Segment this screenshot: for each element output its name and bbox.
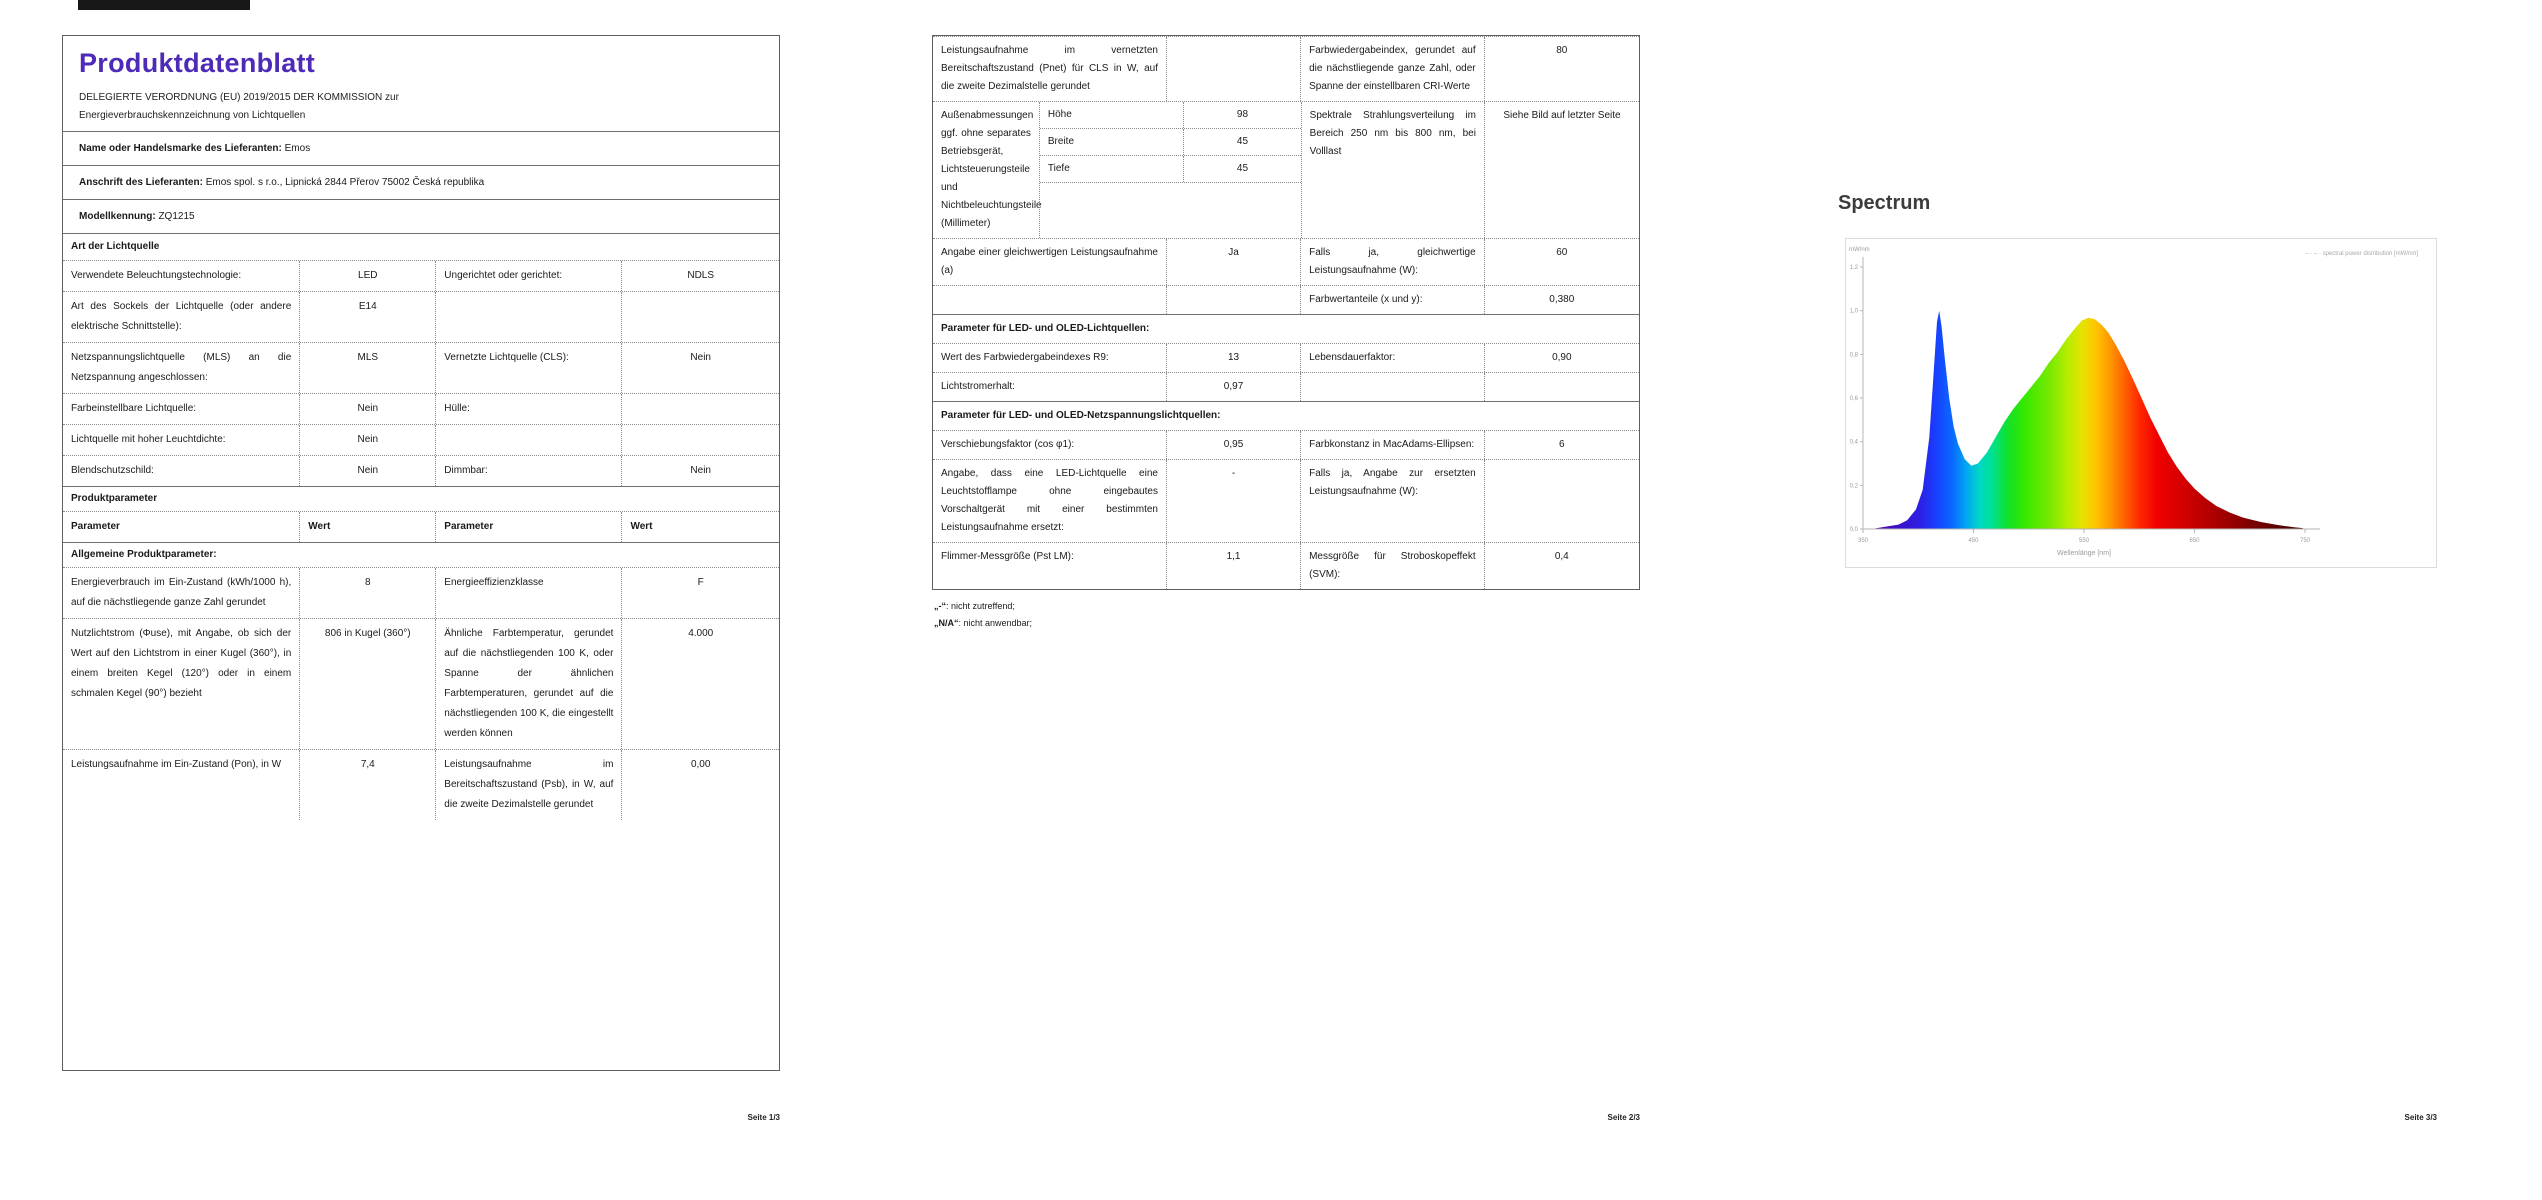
table-section-header: Parameter für LED- und OLED-Lichtquellen: [933,314,1639,343]
dimension-label: Höhe [1047,109,1072,120]
table-row [63,393,779,424]
dimension-value: 98 [1183,102,1300,128]
param-label: Außenabmessungen ggf. ohne separates Betriebsgerät, Lichtsteuerungsteile und Nichtbeleuchtungsteile (Millimeter) [941,110,1042,229]
param-value [1484,460,1639,542]
regulation-text [79,89,763,125]
spectrum-chart [1845,238,2437,568]
info-label: Name oder Handelsmarke des Lieferanten: [79,143,282,154]
param-value: MLS [299,343,435,393]
x-axis-title: Wellenlänge [nm] [2057,550,2111,557]
info-row [63,199,779,233]
param-value: - [1166,460,1300,542]
footnotes [932,598,1640,632]
x-tick-label: 450 [1968,538,1979,544]
param-label: Lichtquelle mit hoher Leuchtdichte: [71,434,226,445]
page-title: Produktdatenblatt [79,48,316,78]
x-tick-label: 650 [2189,538,2200,544]
spectrum-area [1872,311,2303,529]
info-label: Modellkennung: [79,211,156,222]
info-label: Anschrift des Lieferanten: [79,177,203,188]
table-row [933,542,1639,589]
param-value: Nein [299,394,435,424]
table-row [933,238,1639,285]
param-label [1300,373,1484,401]
page2-footer: Seite 2/3 [1607,1113,1640,1122]
param-label: Farbeinstellbare Lichtquelle: [71,403,197,414]
param-value [1166,37,1300,101]
table-row [63,260,779,291]
param-value: F [621,568,779,618]
info-value: ZQ1215 [158,211,195,222]
regulation-line-2: Energieverbrauchskennzeichnung von Lichtquellen [79,110,306,121]
table-row [63,455,779,486]
param-label: Farbwiedergabeindex, gerundet auf die nächstliegende ganze Zahl, oder Spanne der einstellbaren CRI-Werte [1300,37,1484,101]
table-section-header: Parameter für LED- und OLED-Netzspannungslichtquellen: [933,401,1639,430]
param-label: Leistungsaufnahme im vernetzten Bereitschaftszustand (Pnet) für CLS in W, auf die zweite Dezimalstelle gerundet [941,45,1158,92]
table-row [63,291,779,342]
param-label [933,286,1166,314]
param-label: Blendschutzschild: [71,465,154,476]
table-row [63,424,779,455]
param-label: Ungerichtet oder gerichtet: [435,261,621,291]
param-value: 0,00 [621,750,779,820]
footnote-line: „-“: nicht zutreffend; [934,601,1015,611]
table-center-header: Allgemeine Produktparameter: [63,542,779,567]
param-label [435,292,621,342]
datasheet-page-1 [62,35,780,1071]
page1-footer: Seite 1/3 [747,1113,780,1122]
dimension-row [1040,156,1301,183]
table-row [933,343,1639,372]
param-value: 13 [1166,344,1300,372]
table-row [63,749,779,820]
info-value: Emos spol. s r.o., Lipnická 2844 Přerov 75002 Česká republika [205,177,485,188]
param-value: 7,4 [299,750,435,820]
param-label: Angabe, dass eine LED-Lichtquelle eine Leuchtstofflampe ohne eingebautes Vorschaltgerät mit einer bestimmten Leistungsaufnahme ersetzt: [941,468,1158,533]
param-value: 1,1 [1166,543,1300,589]
dimensions-subtable [1039,102,1301,238]
param-label: Falls ja, gleichwertige Leistungsaufnahme (W): [1300,239,1484,285]
param-value: 0,97 [1166,373,1300,401]
y-tick-label: 0,0 [1849,527,1858,533]
param-label: Vernetzte Lichtquelle (CLS): [435,343,621,393]
param-value: E14 [299,292,435,342]
dimension-label: Tiefe [1047,163,1070,174]
param-value: 0,95 [1166,431,1300,459]
param-label [435,425,621,455]
param-value [621,425,779,455]
param-value [621,292,779,342]
table-center-header: Produktparameter [63,486,779,511]
y-tick-label: 1,2 [1849,265,1858,271]
param-value: 6 [1484,431,1639,459]
param-value: Nein [299,456,435,486]
y-tick-label: 0,4 [1849,439,1858,446]
page3-footer: Seite 3/3 [2404,1113,2437,1122]
param-value: 806 in Kugel (360°) [299,619,435,749]
param-value: 0,90 [1484,344,1639,372]
param-label: Angabe einer gleichwertigen Leistungsaufnahme (a) [941,247,1158,276]
param-value [1166,286,1300,314]
param-value: LED [299,261,435,291]
table-row [933,430,1639,459]
supplier-info-rows [63,131,779,233]
dimension-value: 45 [1183,129,1300,155]
param-value [621,394,779,424]
dimension-row [1040,102,1301,129]
footnote-line: „N/A“: nicht anwendbar; [934,618,1033,629]
param-value: 80 [1484,37,1639,101]
header-cell: Wert [299,512,435,542]
table-row [933,459,1639,542]
param-label: Verwendete Beleuchtungstechnologie: [71,270,242,281]
y-axis-unit: mW/nm [1849,247,1870,253]
param-value: 0,4 [1484,543,1639,589]
param-label: Leistungsaufnahme im Ein-Zustand (Pon), in W [71,759,282,770]
header-cell: Wert [621,512,779,542]
param-label: Farbkonstanz in MacAdams-Ellipsen: [1300,431,1484,459]
x-tick-label: 750 [2299,538,2311,544]
spectrum-title: Spectrum [1838,192,1931,214]
page2-table [932,35,1640,590]
x-tick-label: 350 [1857,538,1869,544]
param-label: Energieeffizienzklasse [435,568,621,618]
dimension-value: 45 [1183,156,1300,182]
param-value: Nein [621,343,779,393]
param-label: Nutzlichtstrom (Φuse), mit Angabe, ob sich der Wert auf den Lichtstrom in einer Kugel (360°), in einem breiten Kegel (120°) oder in einem schmalen Kegel (90°) bezieht [71,628,292,699]
param-label: Lebensdauerfaktor: [1300,344,1484,372]
toolbar-fragment [78,0,250,10]
param-label: Hülle: [435,394,621,424]
dimension-label: Breite [1047,136,1075,147]
param-value: NDLS [621,261,779,291]
param-value: Siehe Bild auf letzter Seite [1484,102,1639,238]
param-value: Nein [621,456,779,486]
y-tick-label: 1,0 [1849,308,1858,315]
page1-table [62,35,780,1071]
y-tick-label: 0,2 [1849,483,1858,490]
param-value: 0,380 [1484,286,1639,314]
param-value: 4.000 [621,619,779,749]
page2-parameter-rows [933,36,1639,589]
param-label: Dimmbar: [435,456,621,486]
chart-legend: – · – · spectral power distribution [mW/nm] [2305,251,2418,257]
param-label: Art des Sockels der Lichtquelle (oder andere elektrische Schnittstelle): [71,301,292,332]
param-value: 60 [1484,239,1639,285]
param-label: Energieverbrauch im Ein-Zustand (kWh/1000 h), auf die nächstliegende ganze Zahl gerundet [71,577,292,608]
spectrum-svg [1846,239,2436,567]
title-block [63,36,779,131]
info-value: Emos [284,143,311,154]
param-label: Falls ja, Angabe zur ersetzten Leistungsaufnahme (W): [1300,460,1484,542]
datasheet-page-2 [932,35,1640,632]
param-value: 8 [299,568,435,618]
table-row [63,567,779,618]
info-row [63,131,779,165]
table-row [933,285,1639,314]
table-row [63,618,779,749]
table-section-header: Art der Lichtquelle [63,233,779,260]
param-label: Farbwertanteile (x und y): [1300,286,1484,314]
param-label: Netzspannungslichtquelle (MLS) an die Netzspannung angeschlossen: [71,352,292,383]
table-row [933,36,1639,101]
table-header-row [63,511,779,542]
param-label: Verschiebungsfaktor (cos φ1): [941,439,1075,450]
table-row [933,372,1639,401]
regulation-line-1: DELEGIERTE VERORDNUNG (EU) 2019/2015 DER KOMMISSION zur [79,92,399,103]
header-cell: Parameter [435,512,621,542]
param-label: Wert des Farbwiedergabeindexes R9: [941,352,1109,363]
param-label: Leistungsaufnahme im Bereitschaftszustand (Psb), in W, auf die zweite Dezimalstelle gerundet [435,750,621,820]
table-row [63,342,779,393]
table-row [933,101,1639,238]
dimension-row [1040,129,1301,156]
param-value: Nein [299,425,435,455]
param-label: Messgröße für Stroboskopeffekt (SVM): [1300,543,1484,589]
y-tick-label: 0,6 [1849,396,1858,402]
info-row [63,165,779,199]
param-label: Flimmer-Messgröße (Pst LM): [941,551,1074,562]
param-label: Lichtstromerhalt: [941,381,1015,392]
param-value: Ja [1166,239,1300,285]
y-tick-label: 0,8 [1849,352,1858,359]
param-label: Spektrale Strahlungsverteilung im Bereich 250 nm bis 800 nm, bei Volllast [1301,102,1484,238]
header-cell: Parameter [71,521,120,532]
page1-parameter-rows [63,233,779,820]
x-tick-label: 550 [2078,538,2090,544]
param-label: Ähnliche Farbtemperatur, gerundet auf die nächstliegenden 100 K, oder Spanne der ähnlichen Farbtemperaturen, gerundet auf die nächstliegenden 100 K, die eingestellt werden können [435,619,621,749]
param-value [1484,373,1639,401]
